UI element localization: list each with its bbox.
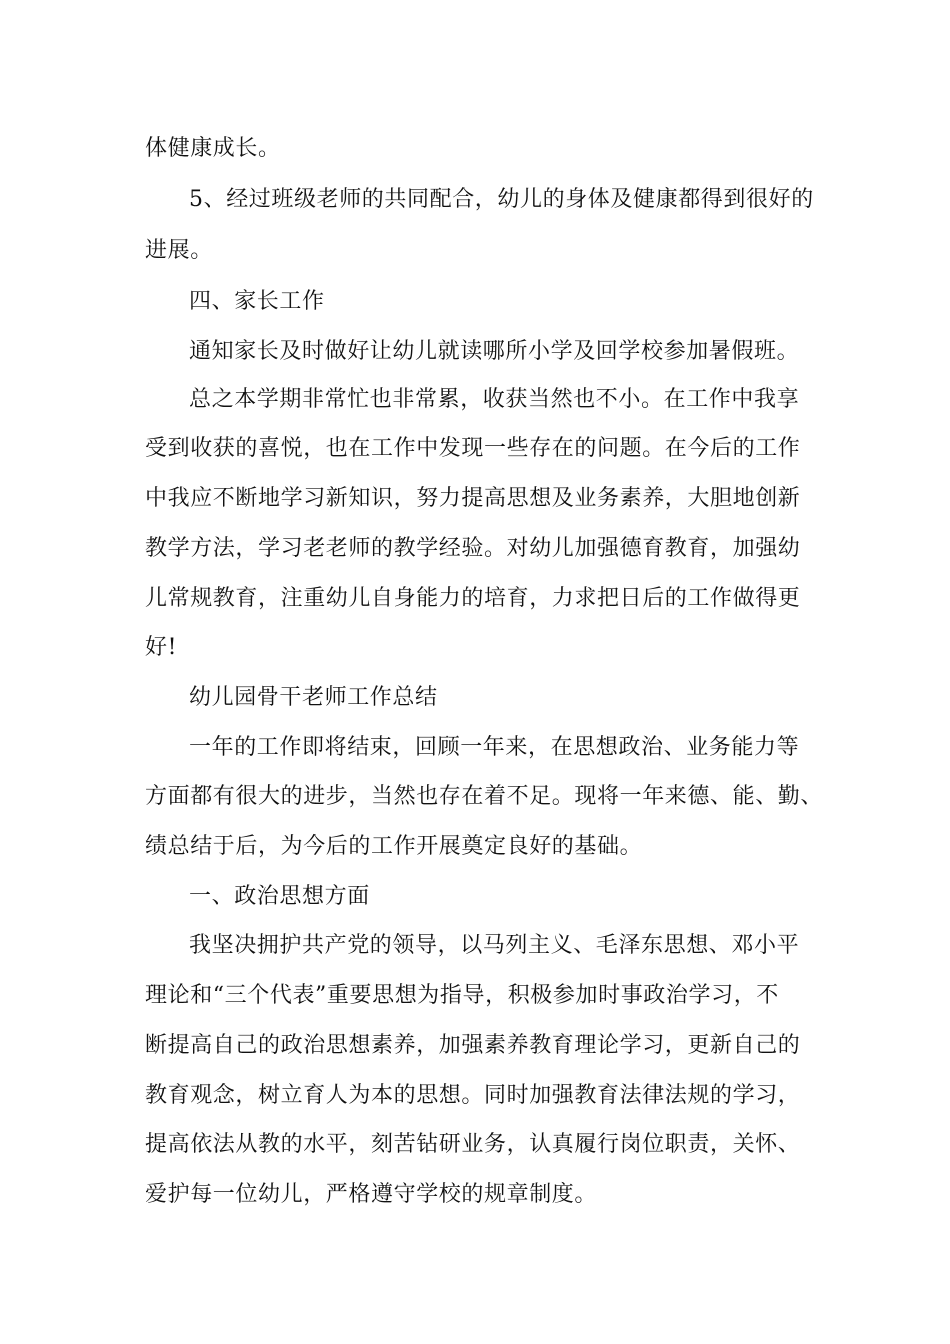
text-line: 提高依法从教的水平，刻苦钻研业务，认真履行岗位职责，关怀、 (145, 1132, 801, 1157)
text-line: 教学方法，学习老老师的教学经验。对幼儿加强德育教育，加强幼 (145, 536, 801, 561)
text-line: 体健康成长。 (145, 136, 281, 161)
text-line: 方面都有很大的进步，当然也存在着不足。现将一年来德、能、勤、 (145, 784, 824, 809)
text-line: 爱护每一位幼儿，严格遵守学校的规章制度。 (145, 1182, 598, 1207)
text-line: 受到收获的喜悦，也在工作中发现一些存在的问题。在今后的工作 (145, 436, 801, 461)
document-title: 幼儿园骨干老师工作总结 (189, 685, 438, 710)
text-line: 我坚决拥护共产党的领导，以马列主义、毛泽东思想、邓小平 (189, 933, 800, 958)
text-line: 中我应不断地学习新知识，努力提高思想及业务素养，大胆地创新 (145, 486, 801, 511)
text-line: 进展。 (145, 238, 213, 263)
text-line: 好! (145, 635, 178, 660)
section-heading: 一、政治思想方面 (189, 884, 370, 909)
text-line: 通知家长及时做好让幼儿就读哪所小学及回学校参加暑假班。 (189, 339, 800, 364)
text-line: 总之本学期非常忙也非常累，收获当然也不小。在工作中我享 (189, 387, 800, 412)
text-line: 一年的工作即将结束，回顾一年来，在思想政治、业务能力等 (189, 735, 800, 760)
text-line: 断提高自己的政治思想素养，加强素养教育理论学习，更新自己的 (145, 1033, 801, 1058)
text-line: 儿常规教育，注重幼儿自身能力的培育，力求把日后的工作做得更 (145, 586, 801, 611)
text-line: 5、经过班级老师的共同配合，幼儿的身体及健康都得到很好的 (189, 187, 814, 212)
section-heading: 四、家长工作 (189, 289, 325, 314)
text-line: 教育观念，树立育人为本的思想。同时加强教育法律法规的学习， (145, 1083, 801, 1108)
text-line: 理论和“三个代表”重要思想为指导，积极参加时事政治学习，不 (145, 983, 779, 1008)
text-line: 绩总结于后，为今后的工作开展奠定良好的基础。 (145, 834, 643, 859)
